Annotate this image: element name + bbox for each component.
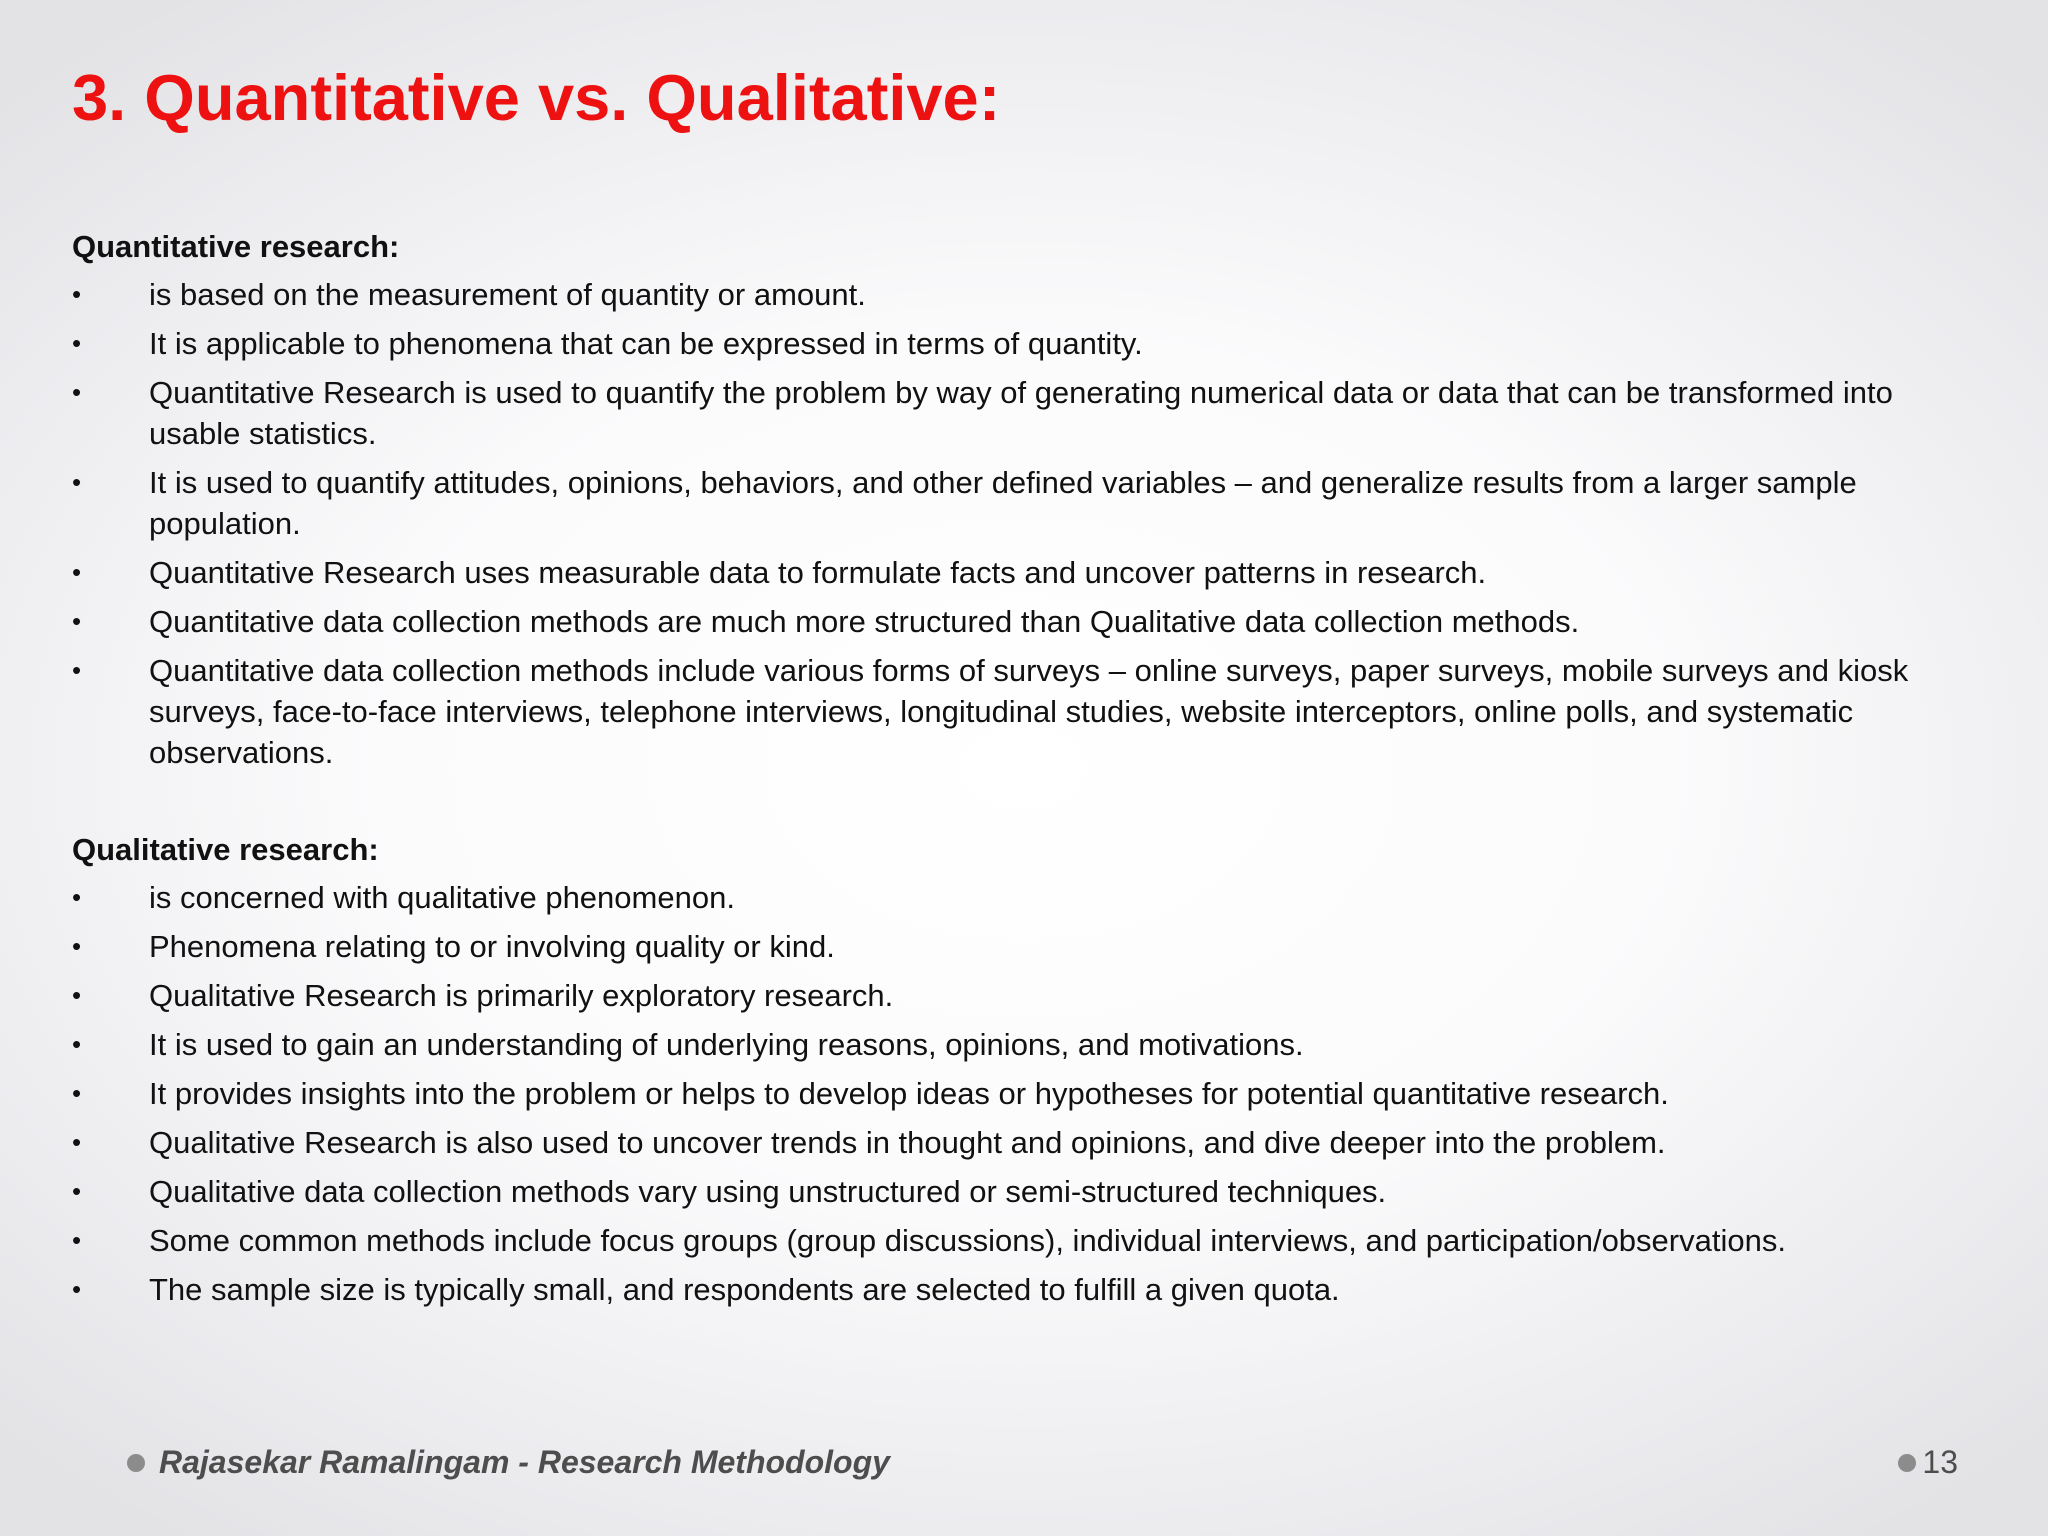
slide-content [72,225,1972,1318]
bullet-icon: • [72,1127,82,1157]
bullet-icon: • [72,467,82,497]
bullet-icon: • [72,1225,82,1255]
slide-title: 3. Quantitative vs. Qualitative: [72,61,1001,134]
list-item-text: Quantitative data collection methods are much more structured than Qualitative data collection methods. [149,604,1580,639]
list-item [72,372,1972,454]
list-item [72,1220,1972,1261]
bullet-icon: • [72,980,82,1010]
bullet-icon: • [72,1274,82,1304]
bullet-icon: • [72,655,82,685]
bullet-icon: • [72,1029,82,1059]
footer-dot-icon [127,1454,145,1472]
bullet-icon: • [72,931,82,961]
list-item [72,274,1972,315]
bullet-icon: • [72,279,82,309]
list-item-text: The sample size is typically small, and respondents are selected to fulfill a given quota. [149,1272,1340,1307]
section-spacer [72,781,1972,828]
slide-number-text: 13 [1922,1444,1958,1480]
bullet-icon: • [72,606,82,636]
list-item-text: It is applicable to phenomena that can be expressed in terms of quantity. [149,326,1143,361]
list-item [72,1269,1972,1310]
footer-author [127,1444,890,1481]
bullet-icon: • [72,882,82,912]
list-item [72,323,1972,364]
bullet-icon: • [72,1176,82,1206]
list-item-text: is based on the measurement of quantity or amount. [149,277,866,312]
list-item [72,877,1972,918]
list-item [72,1024,1972,1065]
list-item-text: Quantitative Research uses measurable data to formulate facts and uncover patterns in research. [149,555,1487,590]
list-item-text: Qualitative data collection methods vary using unstructured or semi-structured techniques. [149,1174,1387,1209]
list-item-text: Qualitative Research is also used to uncover trends in thought and opinions, and dive deeper into the problem. [149,1125,1666,1160]
bullet-icon: • [72,328,82,358]
list-item [72,650,1972,773]
list-item-text: It is used to gain an understanding of underlying reasons, opinions, and motivations. [149,1027,1304,1062]
list-item-text: It is used to quantify attitudes, opinions, behaviors, and other defined variables – and generalize results from a larger sample population. [149,465,1857,541]
list-item-text: Phenomena relating to or involving quality or kind. [149,929,835,964]
list-item [72,552,1972,593]
bullet-icon: • [72,377,82,407]
quantitative-list [72,274,1972,773]
list-item-text: Quantitative Research is used to quantify the problem by way of generating numerical data or data that can be transformed into usable statistics. [149,375,1893,451]
bullet-icon: • [72,1078,82,1108]
list-item-text: Quantitative data collection methods include various forms of surveys – online surveys, paper surveys, mobile surveys and kiosk surveys, face-to-face interviews, telephone interviews, longitudinal studies, website interceptors, online polls, and systematic observations. [149,653,1909,770]
list-item-text: Qualitative Research is primarily exploratory research. [149,978,894,1013]
list-item-text: is concerned with qualitative phenomenon. [149,880,735,915]
list-item [72,601,1972,642]
qualitative-list [72,877,1972,1310]
qualitative-heading: Qualitative research: [72,832,379,867]
slide-number [1898,1444,1958,1481]
list-item-text: Some common methods include focus groups (group discussions), individual interviews, and participation/observations. [149,1223,1786,1258]
page-dot-icon [1898,1454,1916,1472]
list-item-text: It provides insights into the problem or helps to develop ideas or hypotheses for potential quantitative research. [149,1076,1669,1111]
footer-author-text: Rajasekar Ramalingam - Research Methodology [159,1444,890,1480]
list-item [72,462,1972,544]
list-item [72,1073,1972,1114]
quantitative-heading: Quantitative research: [72,229,400,264]
bullet-icon: • [72,557,82,587]
list-item [72,926,1972,967]
list-item [72,975,1972,1016]
list-item [72,1122,1972,1163]
list-item [72,1171,1972,1212]
